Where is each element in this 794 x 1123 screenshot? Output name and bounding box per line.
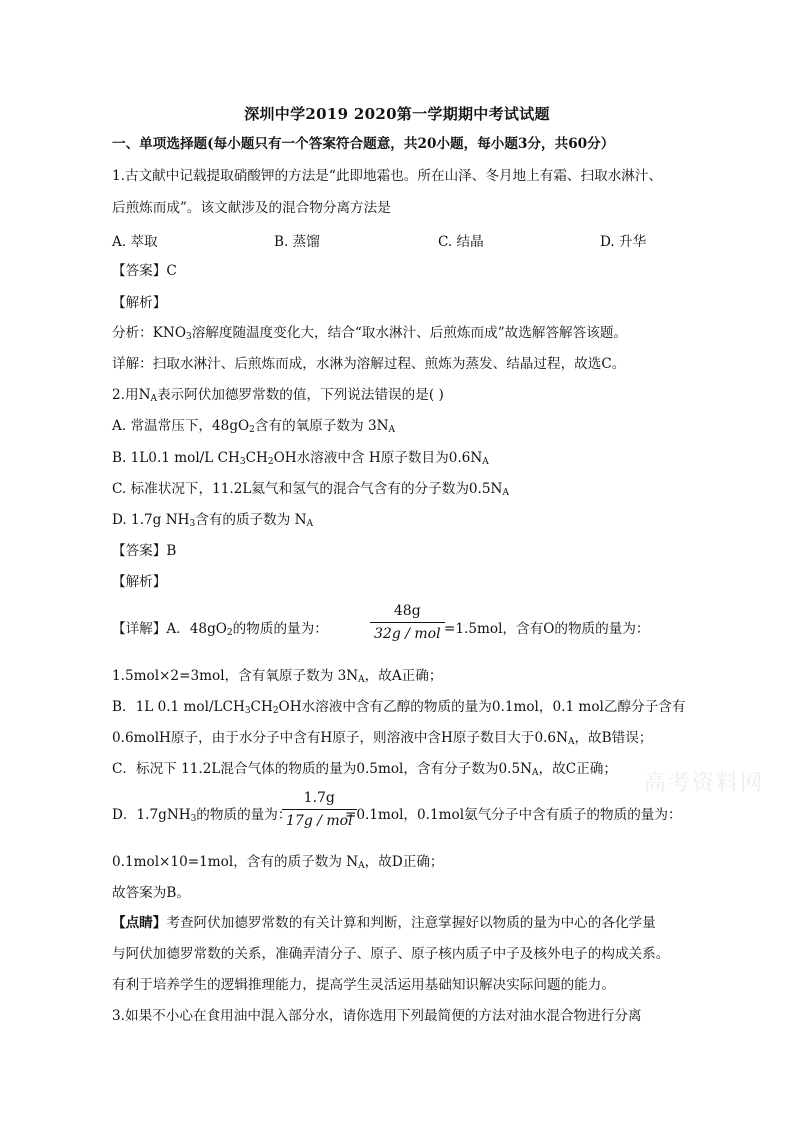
q2-option-d: D. 1.7g $NH_3$含有的质子数为 $N_A$ — [112, 512, 314, 529]
q2-detail-line1-tail: =1.5mol，含有O的物质的量为： — [444, 621, 650, 637]
q1-option-c: C. 结晶 — [438, 234, 484, 250]
q2-remark-line3: 有利于培养学生的逻辑推理能力，提高学生灵活运用基础知识解决实际问题的能力。 — [112, 977, 615, 993]
q1-answer: 【答案】C — [112, 263, 177, 279]
q2-detail-line6-tail: =0.1mol，0.1mol氨气分子中含有质子的物质的量为： — [345, 807, 682, 823]
q2-detail-line6: D．1.7gNH$_3$的物质的量为： — [112, 807, 292, 824]
section-heading: 一、单项选择题(每小题只有一个答案符合题意，共20小题，每小题3分，共60分） — [112, 136, 615, 152]
q1-analysis-heading: 【解析】 — [112, 295, 167, 311]
q2-detail-line1: 【详解】A．$48gO_2$的物质的量为： — [112, 621, 328, 638]
q2-stem: 2.用$N_A$表示阿伏加德罗常数的值，下列说法错误的是( ) — [112, 387, 444, 404]
q2-option-c: C. 标准状况下，11.2L氦气和氢气的混合气含有的分子数为$0.5N_A$ — [112, 481, 509, 498]
q2-remark-line2: 与阿伏加德罗常数的关系，准确弄清分子、原子、原子核内质子中子及核外电子的构成关系。 — [112, 946, 670, 962]
q1-analysis-line1: 分析：$KNO_3$溶解度随温度变化大，结合“取水淋汁、后煎炼而成”故选解答解答该题。 — [112, 325, 628, 342]
q2-analysis-heading: 【解析】 — [112, 574, 167, 590]
q2-detail-line2: 1.5mol×2=3mol，含有氧原子数为 $3N_A$，故A正确； — [112, 668, 443, 685]
fraction-numerator: 1.7g — [303, 790, 335, 806]
fraction-numerator: 48g — [393, 603, 421, 619]
q2-detail-line7: 0.1mol×10=1mol，含有的质子数为 $N_A$，故D正确； — [112, 854, 444, 871]
q1-option-b: B. 蒸馏 — [274, 234, 320, 250]
q2-detail-line8: 故答案为B。 — [112, 885, 190, 901]
q1-option-d: D. 升华 — [600, 234, 647, 250]
q1-stem-line1: 1.古文献中记载提取硝酸钾的方法是“此即地霜也。所在山泽、冬月地上有霜、扫取水淋汁、 — [112, 168, 663, 184]
q1-stem-line2: 后煎炼而成”。该文献涉及的混合物分离方法是 — [112, 200, 391, 216]
watermark: 高考资料网 — [643, 771, 764, 796]
q2-option-b: B. 1L0.1 mol/L $CH_3CH_2OH$水溶液中含 H原子数目为$0.6N_A$ — [112, 450, 489, 467]
q2-option-a: A. 常温常压下，$48gO_2$含有的氧原子数为 $3N_A$ — [112, 418, 396, 435]
q2-answer: 【答案】B — [112, 543, 177, 559]
q2-detail-line4: 0.6molH原子，由于水分子中含有H原子，则溶液中含H原子数目大于$0.6N_A$，故B错误； — [112, 730, 653, 747]
q2-detail-line3: B．1L 0.1 mol/$LCH_3CH_2OH$水溶液中含有乙醇的物质的量为0.1mol，0.1 mol乙醇分子含有 — [112, 699, 686, 716]
q2-detail-line5: C．标况下 11.2L混合气体的物质的量为0.5mol，含有分子数为$0.5N_A$，故C正确； — [112, 761, 617, 778]
q1-analysis-line2: 详解：扫取水淋汁、后煎炼而成，水淋为溶解过程、煎炼为蒸发、结晶过程，故选C。 — [112, 356, 626, 372]
fraction-48g-over-32g — [370, 603, 445, 642]
page-title: 深圳中学2019 2020第一学期期中考试试题 — [244, 105, 550, 123]
fraction-denominator: 17g / mol — [286, 813, 353, 829]
fraction-denominator: 32g / mol — [374, 626, 441, 642]
q1-option-a: A. 萃取 — [112, 234, 158, 250]
q2-remark-line1: 【点睛】考查阿伏加德罗常数的有关计算和判断，注意掌握好以物质的量为中心的各化学量 — [112, 915, 656, 931]
q3-stem-line1: 3.如果不小心在食用油中混入部分水，请你选用下列最简便的方法对油水混合物进行分离 — [112, 1008, 642, 1024]
